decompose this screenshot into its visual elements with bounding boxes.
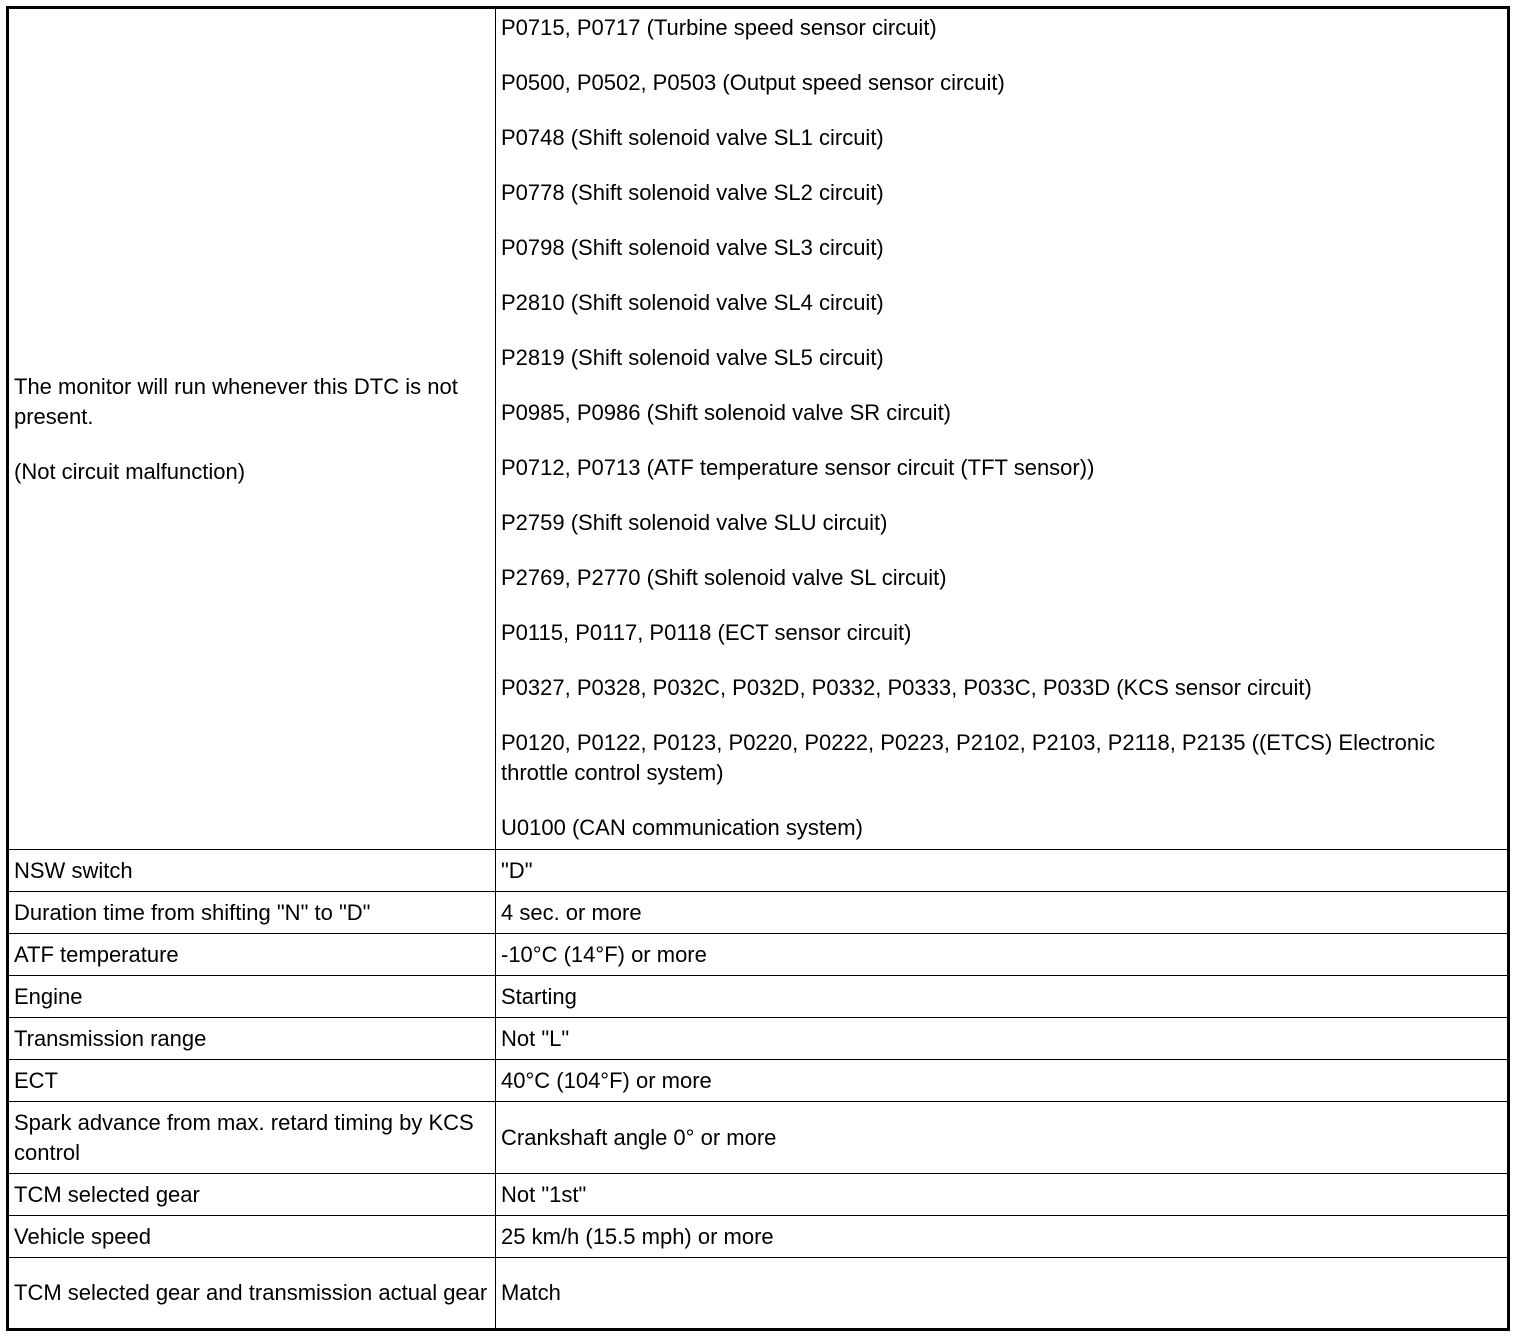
dtc-item: U0100 (CAN communication system) [501,814,863,840]
table-row [8,1102,1509,1174]
dtc-condition-text [14,372,490,487]
dtc-item: P0985, P0986 (Shift solenoid valve SR circuit) [501,399,952,425]
condition-value: 4 sec. or more [496,892,1509,934]
condition-label: NSW switch [8,850,496,892]
table-row [8,1018,1509,1060]
monitor-conditions-table [6,6,1510,1331]
dtc-item: P2810 (Shift solenoid valve SL4 circuit) [501,289,884,315]
condition-value: Starting [496,976,1509,1018]
condition-value: Not "1st" [496,1174,1509,1216]
condition-label: TCM selected gear and transmission actual gear [8,1258,496,1330]
dtc-condition-line: The monitor will run whenever this DTC is not present. [14,373,458,429]
condition-value: Crankshaft angle 0° or more [496,1102,1509,1174]
dtc-item: P0500, P0502, P0503 (Output speed sensor circuit) [501,69,1005,95]
dtc-item: P0778 (Shift solenoid valve SL2 circuit) [501,179,884,205]
condition-label: Vehicle speed [8,1216,496,1258]
dtc-item: P2769, P2770 (Shift solenoid valve SL circuit) [501,564,947,590]
condition-label: Engine [8,976,496,1018]
dtc-item: P0115, P0117, P0118 (ECT sensor circuit) [501,619,912,645]
condition-label: Transmission range [8,1018,496,1060]
dtc-list [501,13,1502,843]
condition-value: 25 km/h (15.5 mph) or more [496,1216,1509,1258]
condition-label: Duration time from shifting "N" to "D" [8,892,496,934]
table-row [8,1258,1509,1330]
table-row [8,1216,1509,1258]
dtc-condition-note: (Not circuit malfunction) [14,458,246,484]
dtc-item: P2819 (Shift solenoid valve SL5 circuit) [501,344,884,370]
dtc-item: P2759 (Shift solenoid valve SLU circuit) [501,509,888,535]
condition-value: "D" [496,850,1509,892]
table-row [8,850,1509,892]
table-row [8,1174,1509,1216]
condition-value: Not "L" [496,1018,1509,1060]
condition-label: Spark advance from max. retard timing by KCS control [8,1102,496,1174]
dtc-list-cell [496,8,1509,850]
table-row-dtc-conditions [8,8,1509,850]
condition-label: ATF temperature [8,934,496,976]
table-row [8,892,1509,934]
dtc-item: P0798 (Shift solenoid valve SL3 circuit) [501,234,884,260]
table-row [8,934,1509,976]
table-row [8,976,1509,1018]
dtc-item: P0748 (Shift solenoid valve SL1 circuit) [501,124,884,150]
condition-value: -10°C (14°F) or more [496,934,1509,976]
dtc-condition-cell [8,8,496,850]
condition-value: Match [496,1258,1509,1330]
dtc-item: P0120, P0122, P0123, P0220, P0222, P0223, P2102, P2103, P2118, P2135 ((ETCS) Electronic throttle control system) [501,729,1436,785]
dtc-item: P0715, P0717 (Turbine speed sensor circuit) [501,14,937,40]
condition-value: 40°C (104°F) or more [496,1060,1509,1102]
condition-label: ECT [8,1060,496,1102]
table-row [8,1060,1509,1102]
dtc-item: P0327, P0328, P032C, P032D, P0332, P0333, P033C, P033D (KCS sensor circuit) [501,674,1312,700]
condition-label: TCM selected gear [8,1174,496,1216]
dtc-item: P0712, P0713 (ATF temperature sensor circuit (TFT sensor)) [501,454,1095,480]
